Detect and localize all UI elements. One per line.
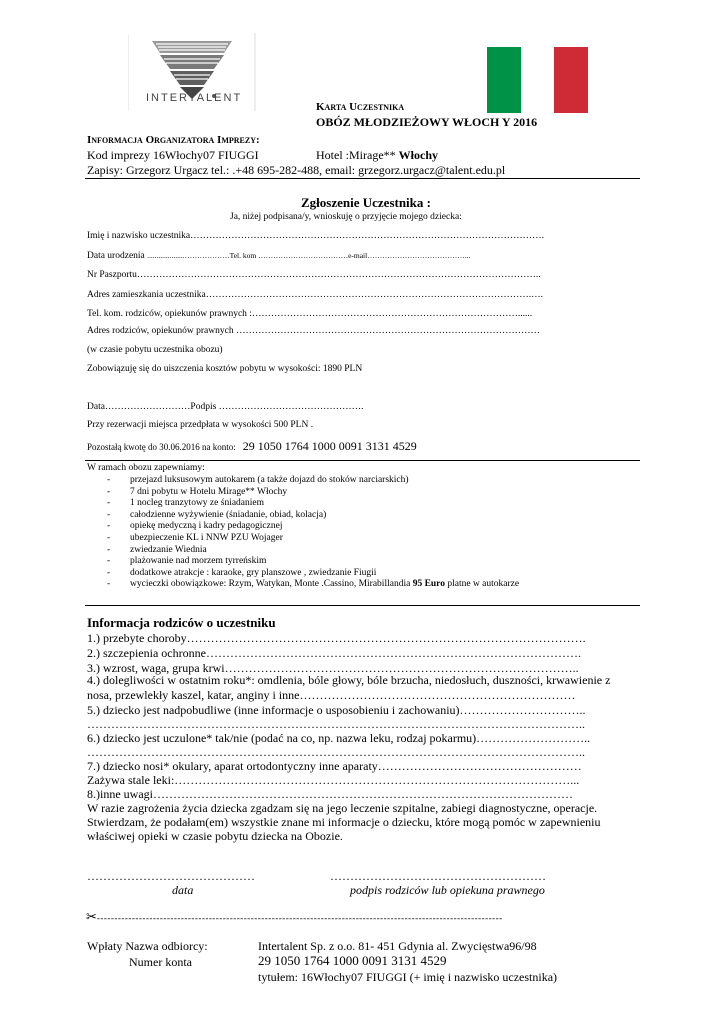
payment-recipient-label: Wpłaty Nazwa odbiorcy:	[87, 939, 208, 953]
payment-title: tytułem: 16Włochy07 FIUGGI (+ imię i nazwisko uczestnika)	[258, 970, 558, 984]
balance-account-number: 29 1050 1764 1000 0091 3131 4529	[242, 439, 417, 453]
cut-line: ✂--------------------------------------------------------------------------------------------------------------------	[86, 909, 503, 924]
parents-address-field[interactable]: Adres rodziców, opiekunów prawnych ……………………………………………………………………………………	[87, 326, 540, 336]
medications-field[interactable]: Zażywa stale leki:………………………………………………………………………………………...	[87, 773, 580, 787]
payment-account-label: Numer konta	[129, 955, 192, 969]
deposit-info: Przy rezerwacji miejsca przedpłata w wysokości 500 PLN .	[87, 420, 314, 430]
payment-account-number: 29 1050 1764 1000 0091 3131 4529	[258, 953, 447, 968]
divider	[85, 178, 640, 179]
passport-field[interactable]: Nr Paszportu………………………………………………………………………………………………………………..	[87, 270, 541, 280]
parents-info-heading: Informacja rodziców o uczestniku	[87, 615, 276, 630]
camp-title: OBÓZ MŁODZIEŻOWY WŁOCH Y 2016	[316, 115, 538, 129]
hyperactive-field-cont[interactable]: ……………………………………………………………………………………………………………..	[87, 717, 585, 731]
list-item: - dodatkowe atrakcje : karaoke, gry planszowe , zwiedzanie Fiugii	[107, 567, 377, 578]
scissors-icon: ✂	[86, 909, 97, 924]
ailments-field[interactable]: 4.) dolegliwości w ostatnim roku*: omdlenia, bóle głowy, bóle brzucha, niedosłuch, duszności, krwawienie z	[87, 673, 611, 687]
payment-recipient: Intertalent Sp. z o.o. 81- 451 Gdynia al. Zwycięstwa96/98	[258, 939, 537, 953]
list-item: - wycieczki obowiązkowe: Rzym, Watykan, Monte .Cassino, Mirabillandia 95 Euro platne w autokarze	[107, 579, 520, 590]
date-signature-line[interactable]: ……………………………………	[87, 869, 255, 883]
ailments-field-cont[interactable]: nosa, przewlekły kaszel, katar, anginy i inne……………………………………………………………	[87, 688, 576, 702]
contact-line: Zapisy: Grzegorz Urgacz tel.: .+48 695-282-488, email: grzegorz.urgacz@talent.edu.pl	[87, 163, 506, 177]
vaccinations-field[interactable]: 2.) szczepienia ochronne………………………………………………………………………………….	[87, 646, 581, 660]
consent-text: właściwej opieki w czasie pobytu dziecka na Obozie.	[87, 829, 343, 843]
list-item: - całodzienne wyżywienie (śniadanie, obiad, kolacja)	[107, 509, 327, 520]
list-item: - zwiedzanie Wiednia	[107, 544, 207, 555]
application-heading: Zgłoszenie Uczestnika :	[301, 195, 431, 210]
application-intro: Ja, niżej podpisana/y, wnioskuję o przyjęcie mojego dziecka:	[230, 212, 462, 222]
list-item: - 7 dni pobytu w Hotelu Mirage** Włochy	[107, 486, 288, 497]
italian-flag-icon	[487, 47, 588, 113]
list-item: - ubezpieczenie KL i NNW PZU Wojager	[107, 532, 283, 543]
birth-phone-email-field[interactable]: Data urodzenia ....................………………Tel. kom ………………………………e-mail…………………………………...	[87, 251, 471, 261]
address-field[interactable]: Adres zamieszkania uczestnika………………………………………………………………………………………….….	[87, 290, 543, 300]
other-notes-field[interactable]: 8.)inne uwagi……………………………………………………………………………………………	[87, 787, 573, 801]
list-item: - plażowanie nad morzem tyrreńskim	[107, 556, 267, 567]
parent-signature-line[interactable]: ………………………………………………	[330, 869, 546, 883]
divider	[85, 460, 640, 461]
card-title: Karta Uczestnika	[316, 101, 405, 113]
participant-name-field[interactable]: Imię i nazwisko uczestnika………………………………………………………………………………………………….	[87, 231, 545, 241]
date-signature-field[interactable]: Data………………………Podpis ……………………………………….	[87, 402, 364, 412]
divider	[85, 605, 640, 606]
intertalent-logo	[128, 33, 256, 111]
allergy-field-cont[interactable]: ……………………………………………………………………………………………………………..	[87, 745, 585, 759]
event-code: Kod imprezy 16Włochy07 FIUGGI	[87, 148, 259, 162]
glasses-braces-field[interactable]: 7.) dziecko nosi* okulary, aparat ortodontyczny inne aparaty……………………………………………	[87, 759, 582, 773]
parent-signature-label: podpis rodziców lub opiekuna prawnego	[350, 883, 545, 897]
list-item: - przejazd luksusowym autokarem (a także dojazd do stoków narciarskich)	[107, 475, 409, 485]
organizer-heading: Informacja Organizatora Imprezy:	[87, 134, 260, 146]
parents-address-note: (w czasie pobytu uczestnika obozu)	[87, 345, 223, 355]
allergy-field[interactable]: 6.) dziecko jest uczulone* tak/nie (podać na co, np. nazwa leku, rodzaj pokarmu)………………………..	[87, 731, 591, 745]
height-weight-blood-field[interactable]: 3.) wzrost, waga, grupa krwi……………………………………………………………………………..	[87, 661, 579, 675]
illnesses-field[interactable]: 1.) przebyte choroby……………………………………………………………………………………….	[87, 631, 586, 645]
logo-wordmark: INTERTALENT	[146, 92, 243, 104]
balance-info: Pozostałą kwotę do 30.06.2016 na konto: 29 1050 1764 1000 0091 3131 4529	[87, 439, 417, 453]
hotel-info: Hotel :Mirage** Włochy	[316, 148, 438, 162]
consent-text: Stwierdzam, że podałam(em) wszystkie znane mi informacje o dziecku, które mogą pomóc w zapewnieniu	[87, 815, 601, 829]
list-item: - opiekę medyczną i kadry pedagogicznej	[107, 521, 283, 532]
includes-heading: W ramach obozu zapewniamy:	[87, 463, 205, 473]
consent-text: W razie zagrożenia życia dziecka zgadzam się na jego leczenie szpitalne, zabiegi diagnostyczne, operacje.	[87, 801, 598, 815]
list-item: - 1 nocleg tranzytowy ze śniadaniem	[107, 498, 265, 509]
includes-list	[107, 475, 519, 591]
cost-commitment: Zobowiązuję się do uiszczenia kosztów pobytu w wysokości: 1890 PLN	[87, 364, 363, 374]
parents-phone-field[interactable]: Tel. kom. rodziców, opiekunów prawnych :…………………………………………………………………………......	[87, 309, 533, 319]
hyperactive-field[interactable]: 5.) dziecko jest nadpobudliwe (inne informacje o usposobieniu i zachowaniu)…………………………..	[87, 703, 586, 717]
date-label: data	[172, 883, 194, 897]
